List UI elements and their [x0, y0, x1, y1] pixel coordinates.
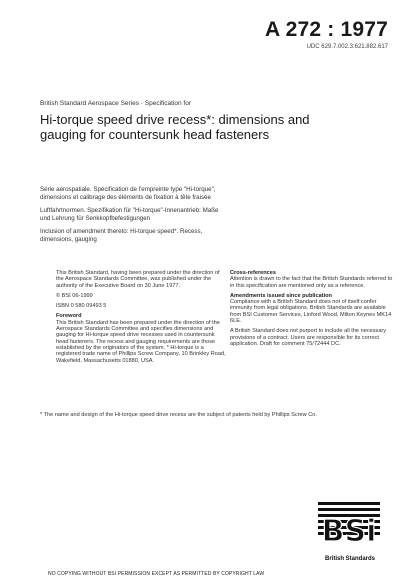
translation-french-line-2: dimensions et calibrage des éléments de fixation à tête fraisée: [40, 194, 211, 201]
translation-german: [40, 207, 360, 223]
title-line-2: gauging for countersunk head fasteners: [40, 127, 270, 142]
amendments-heading: Amendments issued since publication: [230, 292, 332, 299]
isbn-number: ISBN 0 580 09493 5: [56, 303, 107, 310]
foreword-text: This British Standard has been prepared under the direction of the Aerospace Standards Committee and specifies dimensions and gauging for Hi-torque speed drive recesses used in countersunk head fasteners. The recess and gauging requirements are those established by the originators of the system. * Hi-torque is a registered trade name of Phillips Screw Company, 10 Brinkley Road, Wakefield, Massachusetts 01880, USA.: [56, 319, 226, 364]
contract-note: A British Standard does not purport to include all the necessary provisions of a contract. Users are responsible for its correct application. Draft for comment 75/72444 DC.: [230, 328, 387, 347]
references-column: [230, 270, 395, 351]
cross-references-text: Attention is drawn to the fact that the British Standards referred to in this specification are mentioned only as a reference.: [230, 276, 393, 289]
translation-german-line-1: Luftfahrtnormen. Spezifikation für "Hi-torque"-Innenantrieb: Maße: [40, 207, 219, 214]
descriptors: [40, 228, 360, 244]
document-title: [40, 112, 380, 142]
foreword-heading: Foreword: [56, 313, 82, 320]
publication-info-column: [56, 270, 226, 368]
publication-statement: This British Standard, having been prepared under the direction of the Aerospace Standards Committee, was published under the authority of the Executive Board on 30 June 1977.: [56, 270, 220, 289]
footnote: * The name and design of the Hi-torque speed drive recess are the subject of patents held by Phillips Screw Co.: [40, 412, 317, 418]
bsi-logo: [318, 498, 380, 546]
translation-german-line-2: und Lehrung für Senkkopfbefestigungen: [40, 215, 151, 222]
descriptors-line-1: Inclusion of amendment thereto: Hi-torque speed*. Recess,: [40, 228, 203, 235]
amendments-text: Compliance with a British Standard does not of itself confer immunity from legal obligations. British Standards are available from BSI Customer Services, Linford Wood, Milton Keynes MK14 6LE.: [230, 299, 392, 325]
copyright-notice: © BSI 06-1999: [56, 292, 93, 299]
bsi-logo-text: BSi: [321, 514, 377, 546]
copyright-warning: NO COPYING WITHOUT BSI PERMISSION EXCEPT AS PERMITTED BY COPYRIGHT LAW: [48, 571, 265, 577]
standard-number: A 272 : 1977: [264, 18, 388, 41]
translation-french-line-1: Série aérospatiale. Spécification de l'empreinte type "Hi-torque",: [40, 186, 216, 193]
udc-reference: UDC 629.7.002.3:621.882.617: [306, 44, 388, 50]
descriptors-line-2: dimensions, gauging: [40, 236, 97, 243]
cross-references-heading: Cross-references: [230, 270, 277, 276]
title-line-1: Hi-torque speed drive recess*: dimensions and: [40, 112, 310, 127]
series-line: British Standard Aerospace Series · Specification for: [40, 100, 192, 107]
bsi-caption: British Standards: [325, 556, 376, 562]
translation-french: [40, 186, 360, 202]
